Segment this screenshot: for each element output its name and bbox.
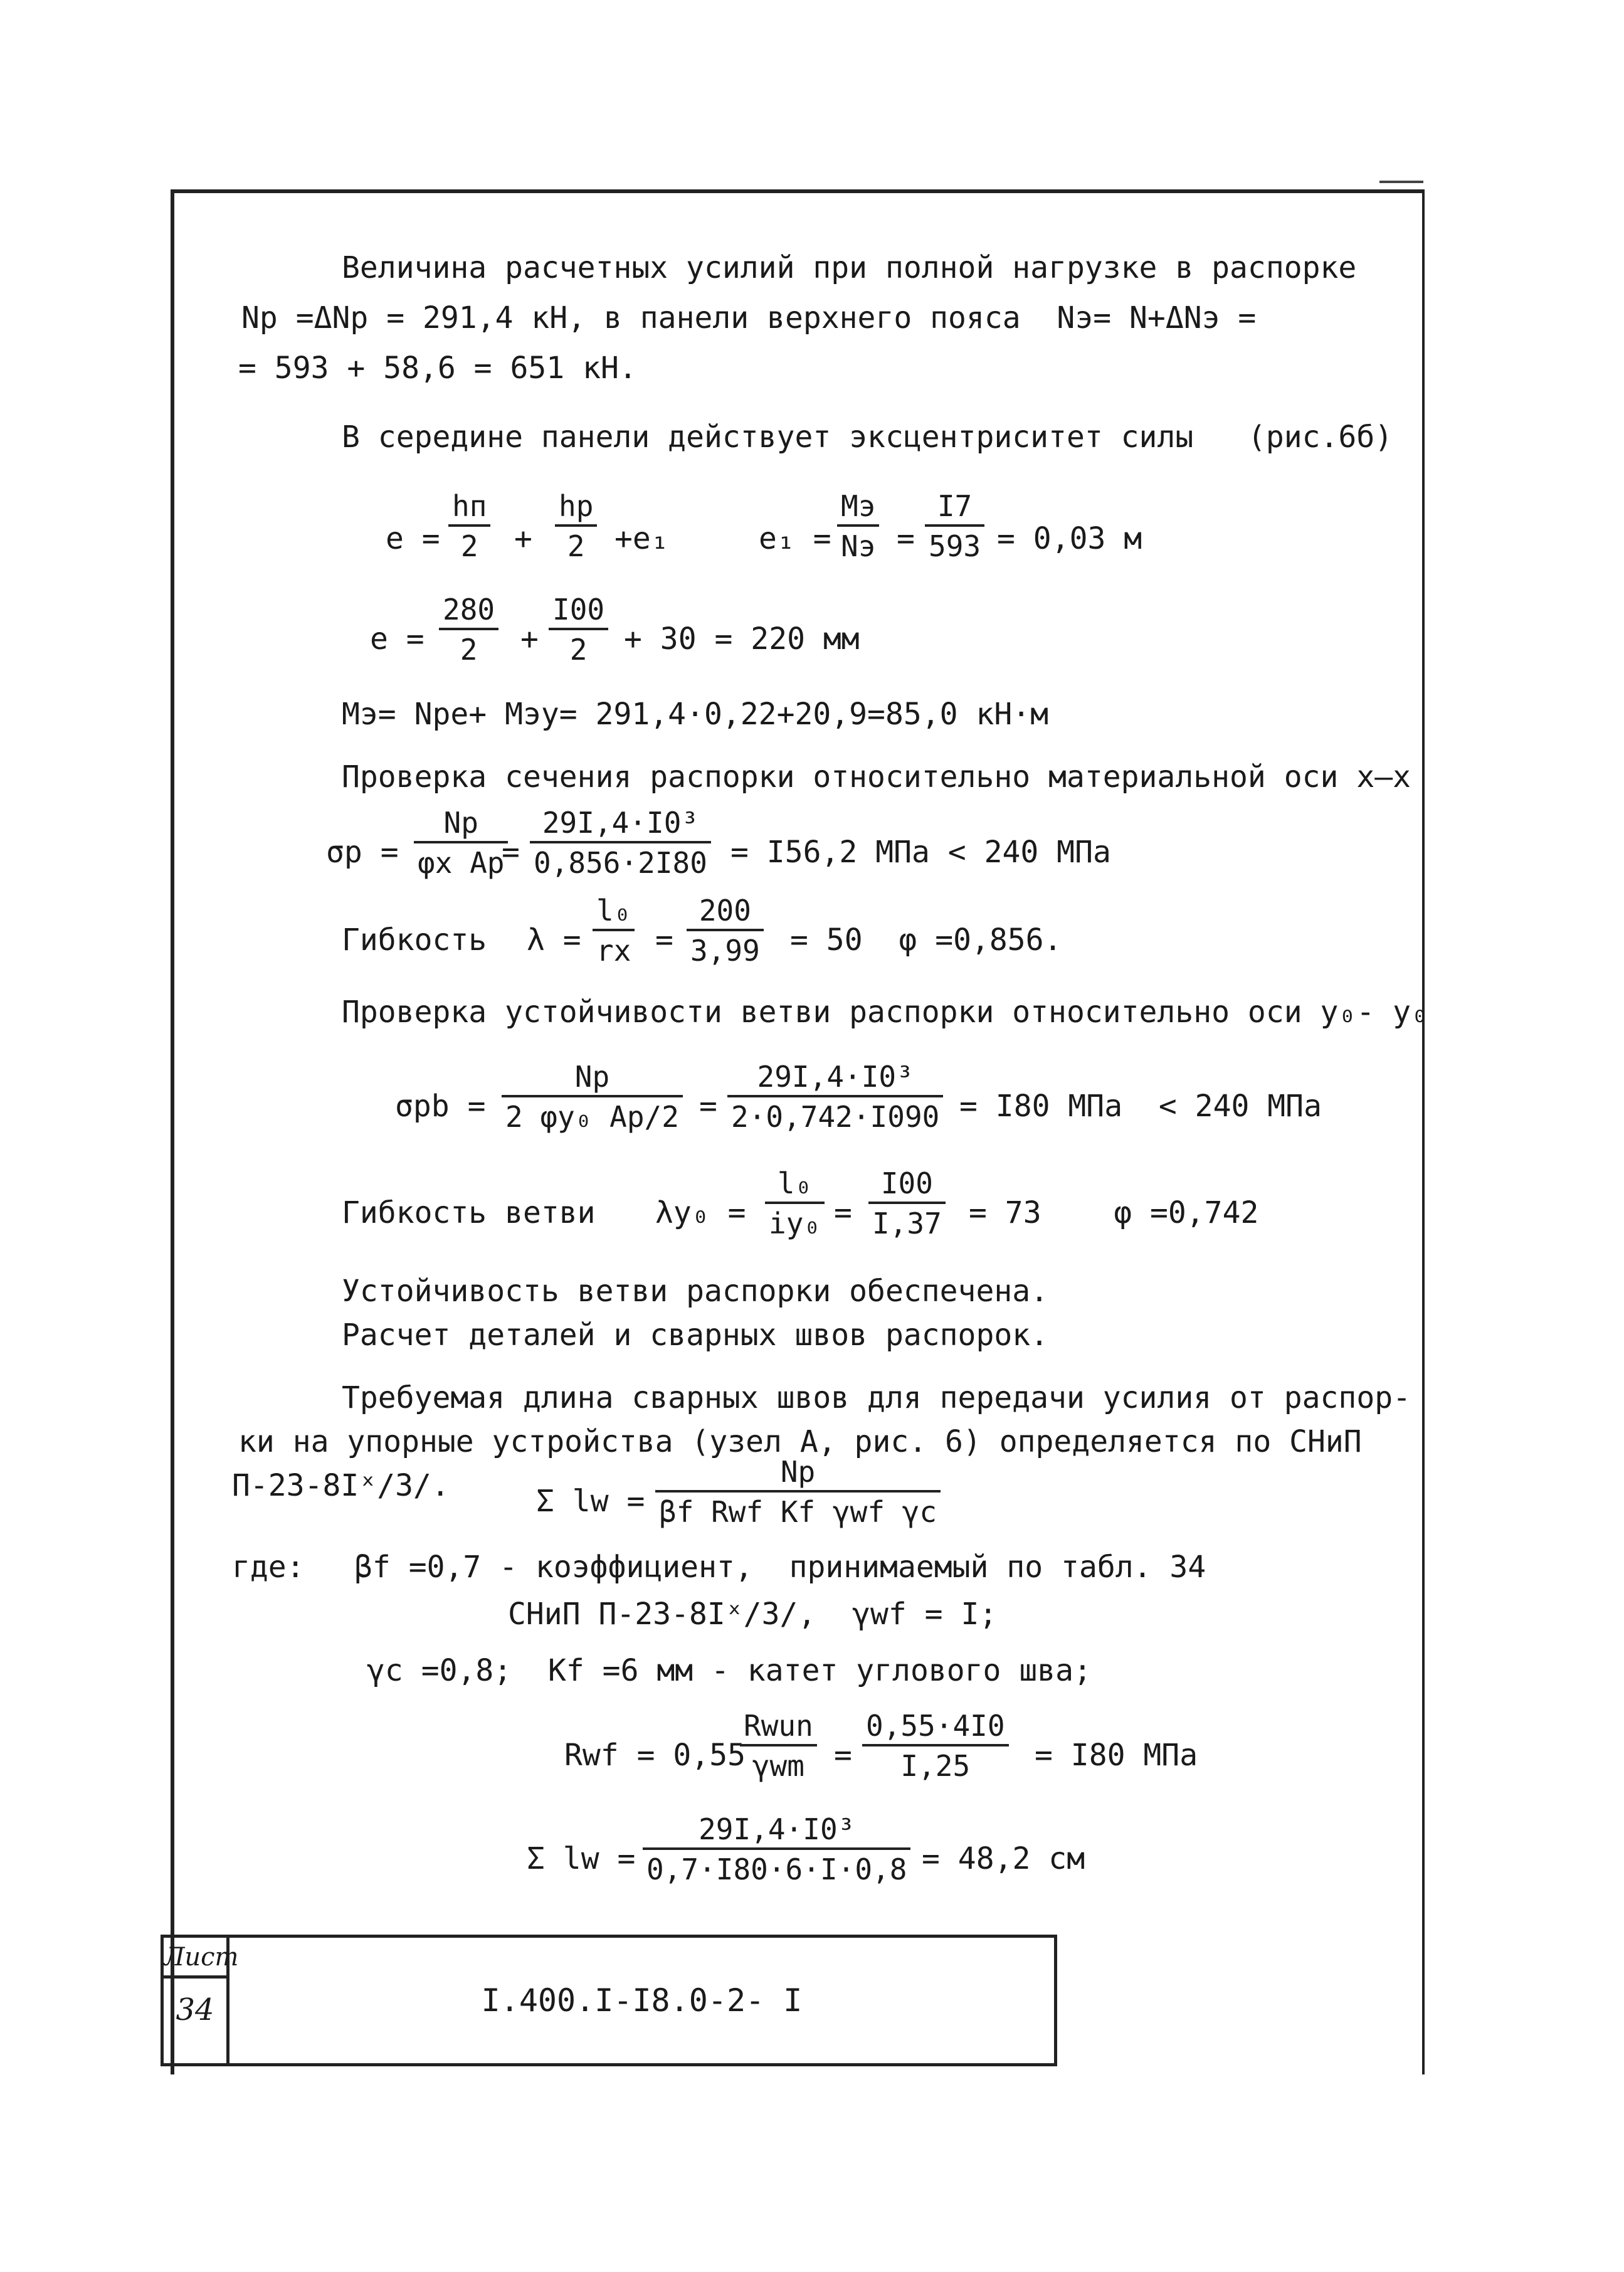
fraction-numerator: l₀ <box>765 1166 825 1204</box>
fraction <box>740 1709 817 1783</box>
fraction-denominator: φx Aр <box>418 846 505 880</box>
equation-text: = <box>655 922 673 958</box>
equation-text: Σ lw = <box>536 1484 645 1519</box>
fraction <box>439 593 498 667</box>
fraction <box>687 894 764 968</box>
fraction-denominator: 3,99 <box>690 934 760 968</box>
fraction-numerator: I00 <box>549 593 608 630</box>
fraction-numerator: 0,55·4I0 <box>862 1709 1009 1746</box>
fraction <box>530 806 711 880</box>
fraction-denominator: Nэ <box>841 529 876 563</box>
text-line: Величина расчетных усилий при полной нагрузке в распорке <box>342 250 1357 285</box>
fraction-numerator: hр <box>555 489 597 527</box>
equation-text: = <box>834 1738 852 1773</box>
fraction <box>549 593 608 667</box>
fraction <box>925 489 984 563</box>
equation-text: + <box>514 521 532 556</box>
fraction-numerator: 29I,4·I0³ <box>530 806 711 843</box>
equation-text: Σ lw = <box>527 1841 636 1876</box>
sheet-label: Лист <box>161 1935 229 1979</box>
equation-text: = <box>897 521 915 556</box>
fraction-numerator: Nр <box>502 1060 683 1097</box>
fraction-denominator: βf Rwf Kf γwf γc <box>659 1495 937 1529</box>
text-label: где: <box>232 1550 305 1585</box>
text-line: Устойчивость ветви распорки обеспечена. <box>342 1274 1049 1309</box>
fraction-numerator: 280 <box>439 593 498 630</box>
fraction-denominator: 2 φy₀ Aр/2 <box>505 1100 679 1134</box>
fraction-denominator: 2 <box>460 633 478 667</box>
fraction-denominator: 2 <box>567 529 585 563</box>
text-label: Гибкость ветви <box>342 1195 596 1230</box>
equation-text: = <box>699 1089 717 1124</box>
equation-text: = 48,2 см <box>922 1841 1085 1876</box>
fraction <box>414 806 508 880</box>
equation-text: = <box>502 835 520 870</box>
equation-text: Mэ= Nрe+ Mэу= 291,4·0,22+20,9=85,0 кН·м <box>342 697 1049 732</box>
fraction <box>555 489 597 563</box>
text-line: βf =0,7 - коэффициент, принимаемый по табл. 34 <box>354 1550 1206 1585</box>
fraction-denominator: 2 <box>569 633 588 667</box>
fraction-numerator: Nр <box>655 1455 941 1493</box>
text-line: ки на упорные устройства (узел А, рис. 6) определяется по СНиП <box>238 1424 1362 1459</box>
corner-mark <box>1379 181 1423 183</box>
equation-text: λy₀ = <box>655 1195 746 1230</box>
text-line: Проверка сечения распорки относительно материальной оси x–x <box>342 759 1411 795</box>
fraction <box>593 894 635 968</box>
fraction-denominator: 0,856·2I80 <box>534 846 707 880</box>
fraction <box>655 1455 941 1529</box>
fraction <box>502 1060 683 1134</box>
equation-text: + 30 = 220 мм <box>624 621 860 657</box>
equation-text: e = <box>370 621 424 657</box>
equation-text: = 0,03 м <box>997 521 1142 556</box>
text-line: Nр =ΔNр = 291,4 кН, в панели верхнего пояса Nэ= N+ΔNэ = <box>241 300 1257 336</box>
title-block <box>161 1935 1057 2066</box>
fraction <box>727 1060 943 1134</box>
equation-text: Rwf = 0,55 <box>564 1738 746 1773</box>
equation-text: = 73 φ =0,742 <box>969 1195 1259 1230</box>
text-label: Гибкость <box>342 922 487 958</box>
fraction <box>837 489 879 563</box>
equation-text: e₁ = <box>759 521 831 556</box>
sheet-number: 34 <box>161 1979 229 2066</box>
fraction <box>643 1812 910 1886</box>
fraction-denominator: 593 <box>929 529 981 563</box>
equation-text: λ = <box>527 922 581 958</box>
document-code: I.400.I-I8.0-2- I <box>229 1935 1057 2066</box>
fraction <box>868 1166 946 1240</box>
equation-text: σрb = <box>395 1089 486 1124</box>
fraction-numerator: Nр <box>414 806 508 843</box>
text-line: В середине панели действует эксцентриситет силы (рис.6б) <box>342 420 1393 455</box>
equation-text: = <box>834 1195 852 1230</box>
text-line: = 593 + 58,6 = 651 кН. <box>238 351 637 386</box>
fraction <box>448 489 490 563</box>
fraction-denominator: 2 <box>460 529 478 563</box>
text-line: Требуемая длина сварных швов для передачи усилия от распор- <box>342 1380 1411 1415</box>
fraction-numerator: l₀ <box>593 894 635 931</box>
fraction-denominator: I,37 <box>872 1207 942 1240</box>
equation-text: e = <box>386 521 440 556</box>
fraction <box>765 1166 825 1240</box>
fraction-numerator: hп <box>448 489 490 527</box>
fraction-numerator: 29I,4·I0³ <box>643 1812 910 1850</box>
equation-text: = I56,2 МПа < 240 МПа <box>730 835 1111 870</box>
fraction-numerator: 200 <box>687 894 764 931</box>
fraction-denominator: 0,7·I80·6·I·0,8 <box>646 1852 907 1886</box>
text-line: П-23-8Iˣ/3/. <box>232 1468 450 1503</box>
text-line: СНиП П-23-8Iˣ/3/, γwf = I; <box>508 1597 998 1632</box>
fraction-numerator: I00 <box>868 1166 946 1204</box>
text-line: Проверка устойчивости ветви распорки относительно оси y₀- y₀ <box>342 995 1429 1030</box>
fraction-denominator: rx <box>596 934 631 968</box>
fraction-denominator: γwm <box>752 1749 804 1783</box>
equation-text: = I80 МПа < 240 МПа <box>959 1089 1322 1124</box>
fraction-denominator: 2·0,742·I090 <box>731 1100 940 1134</box>
fraction-numerator: Mэ <box>837 489 879 527</box>
equation-text: = I80 МПа <box>1035 1738 1198 1773</box>
text-line: Расчет деталей и сварных швов распорок. <box>342 1318 1049 1353</box>
fraction <box>862 1709 1009 1783</box>
fraction-numerator: 29I,4·I0³ <box>727 1060 943 1097</box>
fraction-denominator: iy₀ <box>769 1207 821 1240</box>
fraction-numerator: Rwun <box>740 1709 817 1746</box>
equation-text: = 50 φ =0,856. <box>790 922 1062 958</box>
fraction-numerator: I7 <box>925 489 984 527</box>
text-line: γc =0,8; Kf =6 мм - катет углового шва; <box>367 1653 1092 1688</box>
equation-text: σр = <box>326 835 399 870</box>
equation-text: + <box>520 621 539 657</box>
equation-text: +e₁ <box>614 521 669 556</box>
fraction-denominator: I,25 <box>900 1749 971 1783</box>
